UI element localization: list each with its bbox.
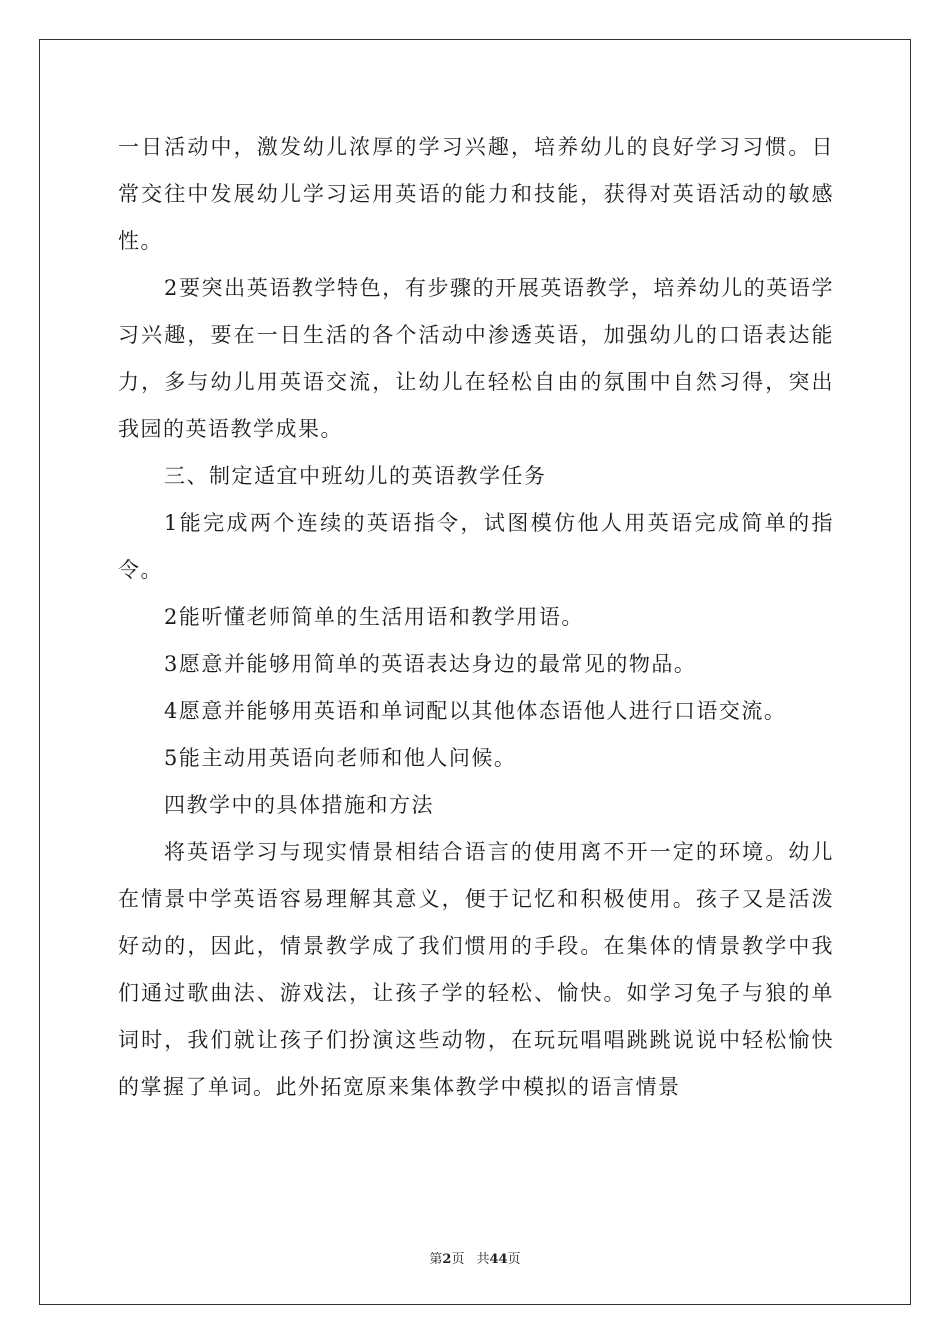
document-body	[118, 124, 834, 1111]
page-footer	[0, 1248, 950, 1267]
paragraph: 将英语学习与现实情景相结合语言的使用离不开一定的环境。幼儿在情景中学英语容易理解其意义，便于记忆和积极使用。孩子又是活泼好动的，因此，情景教学成了我们惯用的手段。在集体的情景教学中我们通过歌曲法、游戏法，让孩子学的轻松、愉快。如学习兔子与狼的单词时，我们就让孩子们扮演这些动物，在玩玩唱唱跳跳说说中轻松愉快的掌握了单词。此外拓宽原来集体教学中模拟的语言情景	[118, 840, 834, 1099]
paragraph: 2要突出英语教学特色，有步骤的开展英语教学，培养幼儿的英语学习兴趣，要在一日生活的各个活动中渗透英语，加强幼儿的口语表达能力，多与幼儿用英语交流，让幼儿在轻松自由的氛围中自然习得，突出我园的英语教学成果。	[118, 276, 834, 441]
list-item: 5能主动用英语向老师和他人问候。	[164, 746, 517, 770]
section-heading: 四教学中的具体措施和方法	[164, 793, 434, 817]
total-page-count: 44	[489, 1252, 508, 1267]
list-item: 2能听懂老师简单的生活用语和教学用语。	[164, 605, 584, 629]
current-page-number: 2	[442, 1252, 452, 1267]
footer-prefix: 第	[429, 1252, 443, 1267]
list-item: 3愿意并能够用简单的英语表达身边的最常见的物品。	[164, 652, 697, 676]
list-item: 1能完成两个连续的英语指令，试图模仿他人用英语完成简单的指令。	[118, 511, 834, 582]
paragraph: 一日活动中，激发幼儿浓厚的学习兴趣，培养幼儿的良好学习习惯。日常交往中发展幼儿学习运用英语的能力和技能，获得对英语活动的敏感性。	[118, 135, 834, 253]
section-heading: 三、制定适宜中班幼儿的英语教学任务	[164, 464, 547, 488]
footer-total-prefix: 共	[476, 1252, 490, 1267]
list-item: 4愿意并能够用英语和单词配以其他体态语他人进行口语交流。	[164, 699, 787, 723]
footer-page-suffix: 页	[451, 1252, 465, 1267]
footer-total-suffix: 页	[507, 1252, 521, 1267]
